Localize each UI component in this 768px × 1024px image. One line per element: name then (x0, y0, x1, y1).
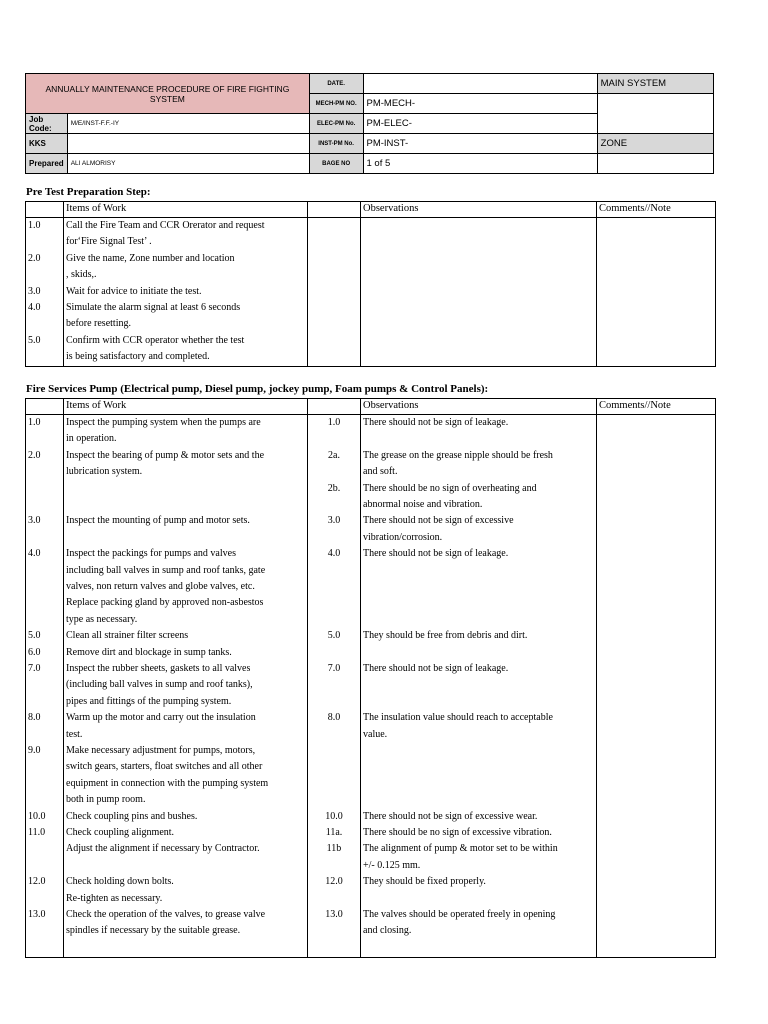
item-of-work-line: pipes and fittings of the pumping system. (66, 695, 232, 707)
item-of-work-line: Call the Fire Team and CCR Orerator and request (66, 220, 265, 231)
item-of-work-line: Inspect the pumping system when the pumps are (66, 417, 261, 428)
row-number: 4.0 (28, 302, 41, 313)
item-of-work-line: both in pump room. (66, 794, 146, 806)
elec-pm-label: ELEC-PM No. (309, 114, 363, 134)
inst-pm-value: PM-INST- (363, 134, 597, 154)
mech-pm-value: PM-MECH- (363, 94, 597, 114)
item-of-work-line: valves, non return valves and globe valves, etc. (66, 581, 255, 592)
header-table (25, 73, 714, 174)
observation-number: 2b. (327, 482, 341, 494)
item-of-work-line: Confirm with CCR operator whether the test (66, 334, 245, 346)
item-of-work-line: Check the operation of the valves, to grease valve (66, 909, 266, 920)
observation-number: 8.0 (327, 712, 341, 724)
row-number: 13.0 (28, 909, 46, 920)
observation-line: There should not be sign of leakage. (363, 548, 509, 560)
observation-line: There should not be sign of leakage. (363, 663, 509, 674)
observation-line: vibration/corrosion. (363, 531, 443, 543)
row-number: 1.0 (28, 417, 41, 428)
item-of-work-line: Give the name, Zone number and location (66, 252, 235, 264)
item-of-work-line: Warm up the motor and carry out the insulation (66, 712, 256, 724)
date-label: DATE. (309, 74, 363, 94)
prepared-value: ALI ALMORISY (67, 154, 309, 174)
observation-line: and soft. (363, 466, 398, 478)
pretest-header-comments: Comments//Note (599, 203, 671, 214)
date-value (363, 74, 597, 94)
row-number: 6.0 (28, 646, 41, 658)
observation-number: 11a. (325, 827, 343, 838)
observation-number: 11b (326, 843, 342, 855)
observation-line: There should not be sign of leakage. (363, 417, 509, 428)
item-of-work-line: is being satisfactory and completed. (66, 351, 210, 363)
item-of-work-line: Make necessary adjustment for pumps, motors, (66, 745, 256, 756)
item-of-work-line: spindles if necessary by the suitable grease. (66, 925, 241, 937)
document-title: ANNUALLY MAINTENANCE PROCEDURE OF FIRE FIGHTING SYSTEM (26, 74, 310, 114)
item-of-work-line: lubrication system. (66, 466, 143, 478)
item-of-work-line: Inspect the mounting of pump and motor sets. (66, 515, 250, 527)
prepared-label: Prepared (26, 154, 68, 174)
elec-pm-value: PM-ELEC- (363, 114, 597, 134)
item-of-work-line: switch gears, starters, float switches and all other (66, 761, 263, 773)
observation-number: 2a. (328, 449, 340, 461)
observation-line: There should not be sign of excessive (363, 515, 514, 527)
item-of-work-line: Inspect the rubber sheets, gaskets to all valves (66, 663, 251, 674)
pretest-section-title: Pre Test Preparation Step: (26, 186, 151, 198)
row-number: 5.0 (28, 334, 41, 346)
kks-value (67, 134, 309, 154)
zone-value (597, 154, 713, 174)
row-number: 2.0 (28, 252, 41, 264)
observation-line: and closing. (363, 925, 412, 937)
row-number: 4.0 (28, 548, 41, 560)
row-number: 1.0 (28, 220, 41, 231)
observation-number: 4.0 (327, 548, 341, 560)
observation-line: The insulation value should reach to acceptable (363, 712, 553, 724)
item-of-work-line: Replace packing gland by approved non-asbestos (66, 597, 264, 609)
observation-line: abnormal noise and vibration. (363, 499, 483, 510)
item-of-work-line: equipment in connection with the pumping system (66, 777, 269, 789)
observation-line: There should not be sign of excessive wear. (363, 810, 538, 822)
pumps-header-comments: Comments//Note (599, 400, 671, 411)
observation-line: They should be free from debris and dirt. (363, 630, 528, 642)
zone-label: ZONE (597, 134, 713, 154)
kks-label: KKS (26, 134, 68, 154)
item-of-work-line: Inspect the packings for pumps and valves (66, 548, 236, 560)
item-of-work-line: Wait for advice to initiate the test. (66, 285, 202, 297)
item-of-work-line: Inspect the bearing of pump & motor sets and the (66, 449, 265, 461)
observation-number: 3.0 (327, 515, 341, 527)
observation-line: There should be no sign of excessive vibration. (363, 827, 552, 838)
observation-line: There should be no sign of overheating and (363, 482, 537, 494)
pumps-header-observations: Observations (363, 400, 419, 411)
job-code-label: Job Code: (26, 114, 68, 134)
observation-number: 5.0 (327, 630, 341, 642)
observation-line: +/- 0.125 mm. (363, 859, 421, 871)
job-code-value: M/E/INST-F.F.-IY (67, 114, 309, 134)
mech-pm-label: MECH-PM NO. (309, 94, 363, 114)
pumps-table (25, 398, 716, 958)
item-of-work-line: (including ball valves in sump and roof tanks), (66, 679, 253, 691)
item-of-work-line: Clean all strainer filter screens (66, 630, 189, 642)
item-of-work-line: test. (66, 728, 83, 740)
observation-line: The grease on the grease nipple should be fresh (363, 449, 553, 461)
pumps-header-items: Items of Work (66, 400, 127, 411)
main-system-label: MAIN SYSTEM (597, 74, 713, 94)
row-number: 12.0 (28, 876, 46, 888)
row-number: 3.0 (28, 285, 41, 297)
row-number: 8.0 (28, 712, 41, 724)
item-of-work-line: type as necessary. (66, 613, 138, 625)
main-system-value (597, 94, 713, 134)
pumps-section-title: Fire Services Pump (Electrical pump, Diesel pump, jockey pump, Foam pumps & Control Panels): (26, 383, 489, 395)
item-of-work-line: Check coupling pins and bushes. (66, 810, 198, 822)
observation-number: 12.0 (325, 876, 343, 888)
observation-number: 7.0 (327, 663, 341, 674)
item-of-work-line: for‘Fire Signal Test’ . (66, 236, 152, 248)
item-of-work-line: before resetting. (66, 318, 131, 330)
observation-number: 13.0 (325, 909, 343, 920)
observation-number: 10.0 (325, 810, 343, 822)
inst-pm-label: INST-PM No. (309, 134, 363, 154)
page-value: 1 of 5 (363, 154, 597, 174)
pretest-header-items: Items of Work (66, 203, 127, 214)
row-number: 7.0 (28, 663, 41, 674)
observation-line: The alignment of pump & motor set to be within (363, 843, 558, 855)
item-of-work-line: Check holding down bolts. (66, 876, 174, 888)
pretest-header-observations: Observations (363, 203, 419, 214)
row-number: 11.0 (28, 827, 46, 838)
item-of-work-line: including ball valves in sump and roof tanks, gate (66, 564, 266, 576)
row-number: 3.0 (28, 515, 41, 527)
item-of-work-line: , skids,. (66, 269, 97, 281)
row-number: 10.0 (28, 810, 46, 822)
page-label: BAGE NO (309, 154, 363, 174)
observation-line: value. (363, 728, 388, 740)
item-of-work-line: Re-tighten as necessary. (66, 892, 163, 904)
observation-line: The valves should be operated freely in opening (363, 909, 556, 920)
row-number: 2.0 (28, 449, 41, 461)
item-of-work-line: Adjust the alignment if necessary by Contractor. (66, 843, 260, 855)
pretest-table (25, 201, 716, 367)
item-of-work-line: Simulate the alarm signal at least 6 seconds (66, 302, 241, 313)
item-of-work-line: Remove dirt and blockage in sump tanks. (66, 646, 232, 658)
row-number: 9.0 (28, 745, 41, 756)
row-number: 5.0 (28, 630, 41, 642)
observation-number: 1.0 (327, 417, 341, 428)
item-of-work-line: in operation. (66, 433, 117, 445)
item-of-work-line: Check coupling alignment. (66, 827, 175, 838)
observation-line: They should be fixed properly. (363, 876, 486, 888)
